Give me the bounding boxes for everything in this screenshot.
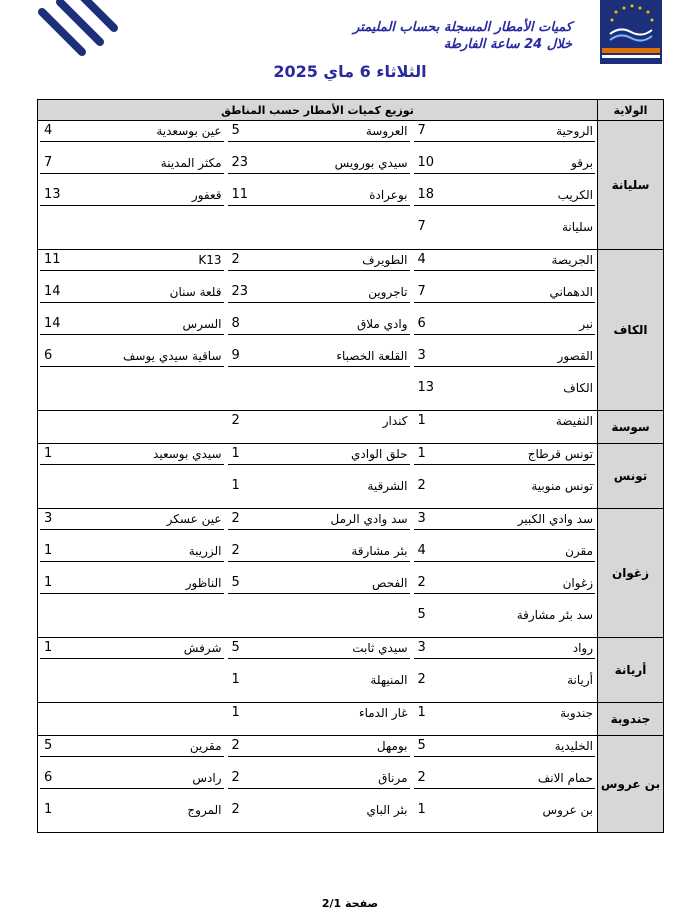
station-name: القلعة الخصباء	[336, 349, 408, 363]
row-divider	[40, 529, 224, 530]
row-divider	[414, 788, 596, 789]
station-cell	[226, 153, 412, 185]
row-divider	[228, 205, 410, 206]
rainfall-value: 4	[44, 123, 53, 138]
station-cell	[226, 573, 412, 605]
table-row	[38, 153, 664, 185]
station-name: كندار	[382, 414, 408, 428]
station-name: سيدي بوسعيد	[153, 447, 222, 461]
rainfall-value: 13	[417, 380, 435, 395]
rainfall-value: 1	[44, 575, 53, 590]
station-cell	[412, 541, 598, 573]
rainfall-value: 2	[231, 802, 240, 817]
report-title: كميات الأمطار المسجلة بحساب المليمتر	[353, 20, 572, 35]
station-cell	[38, 411, 226, 444]
station-cell	[226, 670, 412, 703]
station-name: الطويرف	[362, 253, 408, 267]
table-header-row	[38, 100, 664, 121]
station-cell	[38, 476, 226, 509]
rainfall-value: 5	[231, 575, 240, 590]
table-row	[38, 476, 664, 509]
station-cell	[226, 703, 412, 736]
station-name: بوعرادة	[369, 188, 408, 202]
row-divider	[40, 334, 224, 335]
station-cell	[226, 444, 412, 477]
station-name: سيدي ثابت	[352, 641, 408, 655]
station-name: بومهل	[376, 739, 408, 753]
rainfall-value: 1	[44, 543, 53, 558]
rainfall-value: 1	[231, 478, 240, 493]
station-name: تونس منوبية	[531, 479, 594, 493]
station-name: حلق الوادي	[351, 447, 408, 461]
station-cell	[412, 670, 598, 703]
table-row	[38, 800, 664, 833]
rainfall-value: 2	[417, 478, 426, 493]
station-name: بئر مشارقة	[351, 544, 408, 558]
station-cell	[38, 185, 226, 217]
table-row	[38, 541, 664, 573]
station-name: ساقية سيدي يوسف	[123, 349, 222, 363]
station-name: سد وادي الكبير	[517, 512, 594, 526]
station-cell	[412, 638, 598, 671]
station-cell	[38, 605, 226, 638]
row-divider	[414, 141, 596, 142]
rainfall-value: 1	[231, 705, 240, 720]
row-divider	[40, 464, 224, 465]
rainfall-value: 1	[44, 802, 53, 817]
station-cell	[412, 282, 598, 314]
row-divider	[414, 302, 596, 303]
station-cell	[226, 736, 412, 769]
station-cell	[226, 282, 412, 314]
rainfall-value: 7	[417, 284, 426, 299]
rainfall-value: 3	[417, 511, 426, 526]
station-cell	[226, 541, 412, 573]
row-divider	[228, 334, 410, 335]
station-cell	[38, 638, 226, 671]
rainfall-value: 18	[417, 187, 435, 202]
row-divider	[40, 173, 224, 174]
station-cell	[38, 378, 226, 411]
row-divider	[228, 173, 410, 174]
station-name: تاجروين	[368, 285, 408, 299]
rainfall-value: 6	[44, 348, 53, 363]
station-name: مكثر المدينة	[160, 156, 222, 170]
row-divider	[40, 302, 224, 303]
station-name: الفحص	[372, 576, 408, 590]
rainfall-value: 2	[417, 672, 426, 687]
row-divider	[414, 756, 596, 757]
station-cell	[226, 509, 412, 542]
row-divider	[414, 658, 596, 659]
row-divider	[228, 464, 410, 465]
station-name: الخليدية	[554, 739, 594, 753]
station-cell	[38, 541, 226, 573]
governorate-cell: سليانة	[598, 121, 664, 250]
station-name: حمام الانف	[537, 771, 594, 785]
station-name: العروسة	[365, 124, 408, 138]
row-divider	[414, 334, 596, 335]
table-row	[38, 282, 664, 314]
station-cell	[412, 314, 598, 346]
rainfall-value: 4	[417, 252, 426, 267]
table-row	[38, 605, 664, 638]
rainfall-value: 5	[417, 738, 426, 753]
rainfall-value: 7	[44, 155, 53, 170]
rainfall-value: 2	[417, 770, 426, 785]
station-name: سيدي بورويس	[334, 156, 408, 170]
rainfall-value: 5	[231, 640, 240, 655]
station-name: جندوبة	[560, 706, 594, 720]
station-cell	[412, 378, 598, 411]
rainfall-value: 2	[231, 738, 240, 753]
rainfall-value: 14	[44, 284, 61, 299]
rainfall-value: 11	[44, 252, 61, 267]
station-cell	[412, 509, 598, 542]
station-name: الجريصة	[551, 253, 594, 267]
row-divider	[414, 593, 596, 594]
station-cell	[412, 250, 598, 283]
station-cell	[38, 121, 226, 154]
row-divider	[40, 593, 224, 594]
rainfall-value: 11	[231, 187, 249, 202]
table-row	[38, 638, 664, 671]
rainfall-value: 4	[417, 543, 426, 558]
station-name: أريانة	[567, 673, 594, 687]
col-governorate-header: الولاية	[598, 100, 664, 121]
row-divider	[414, 270, 596, 271]
rainfall-value: 5	[231, 123, 240, 138]
station-name: الكاف	[563, 381, 594, 395]
station-name: رواد	[572, 641, 594, 655]
row-divider	[228, 366, 410, 367]
row-divider	[228, 141, 410, 142]
table-row	[38, 217, 664, 250]
station-name: نبر	[579, 317, 594, 331]
station-cell	[38, 153, 226, 185]
row-divider	[228, 529, 410, 530]
rainfall-table	[37, 99, 664, 833]
station-name: مرناق	[378, 771, 408, 785]
station-name: الكريب	[557, 188, 594, 202]
station-name: بن عروس	[542, 803, 594, 817]
station-cell	[226, 638, 412, 671]
row-divider	[414, 561, 596, 562]
station-cell	[412, 768, 598, 800]
rainfall-value: 8	[231, 316, 240, 331]
rainfall-value: 1	[417, 802, 426, 817]
rainfall-value: 6	[417, 316, 426, 331]
table-row	[38, 736, 664, 769]
table-row	[38, 411, 664, 444]
rainfall-value: 9	[231, 348, 240, 363]
station-name: سد بئر مشارقة	[516, 608, 594, 622]
rainfall-value: 2	[231, 770, 240, 785]
station-cell	[412, 800, 598, 833]
station-cell	[38, 282, 226, 314]
station-cell	[412, 573, 598, 605]
governorate-cell: سوسة	[598, 411, 664, 444]
station-cell	[226, 605, 412, 638]
station-name: مقرن	[565, 544, 594, 558]
station-cell	[38, 703, 226, 736]
rainfall-value: 14	[44, 316, 61, 331]
station-cell	[38, 217, 226, 250]
rainfall-value: 2	[231, 511, 240, 526]
governorate-cell: أريانة	[598, 638, 664, 703]
station-name: القصور	[557, 349, 594, 363]
station-name: عين عسكر	[166, 512, 222, 526]
rainfall-value: 6	[44, 770, 53, 785]
row-divider	[414, 173, 596, 174]
table-row	[38, 185, 664, 217]
station-cell	[38, 444, 226, 477]
station-name: K13	[198, 253, 222, 267]
rainfall-value: 1	[417, 446, 426, 461]
table-row	[38, 509, 664, 542]
row-divider	[228, 658, 410, 659]
station-name: الزريبة	[188, 544, 222, 558]
station-cell	[38, 670, 226, 703]
row-divider	[40, 270, 224, 271]
table-row	[38, 768, 664, 800]
station-name: مقرين	[189, 739, 222, 753]
station-cell	[226, 121, 412, 154]
row-divider	[228, 593, 410, 594]
rainfall-value: 1	[231, 446, 240, 461]
station-name: الشرقية	[367, 479, 408, 493]
table-row	[38, 378, 664, 411]
row-divider	[40, 788, 224, 789]
row-divider	[40, 756, 224, 757]
rainfall-value: 5	[44, 738, 53, 753]
station-cell	[412, 185, 598, 217]
station-cell	[38, 346, 226, 378]
station-name: الناظور	[185, 576, 222, 590]
station-cell	[226, 800, 412, 833]
station-cell	[226, 346, 412, 378]
table-row	[38, 573, 664, 605]
row-divider	[40, 141, 224, 142]
rainfall-value: 7	[417, 219, 426, 234]
rainfall-value: 1	[417, 705, 426, 720]
station-name: الدهماني	[549, 285, 594, 299]
table-row	[38, 670, 664, 703]
governorate-cell: تونس	[598, 444, 664, 509]
station-name: المنيهلة	[370, 673, 408, 687]
governorate-cell: الكاف	[598, 250, 664, 411]
station-cell	[412, 605, 598, 638]
rainfall-value: 1	[44, 640, 53, 655]
table-row	[38, 314, 664, 346]
row-divider	[40, 658, 224, 659]
station-cell	[412, 703, 598, 736]
station-name: بئر الباي	[366, 803, 408, 817]
table-row	[38, 121, 664, 154]
governorate-cell: زغوان	[598, 509, 664, 638]
row-divider	[414, 366, 596, 367]
rainfall-value: 1	[231, 672, 240, 687]
row-divider	[228, 788, 410, 789]
rainfall-value: 2	[231, 543, 240, 558]
row-divider	[414, 205, 596, 206]
table-row	[38, 444, 664, 477]
station-name: قعفور	[191, 188, 222, 202]
rainfall-value: 2	[417, 575, 426, 590]
station-cell	[226, 476, 412, 509]
station-cell	[226, 411, 412, 444]
station-cell	[226, 250, 412, 283]
rainfall-value: 2	[231, 252, 240, 267]
station-cell	[38, 736, 226, 769]
station-name: سليانة	[561, 220, 594, 234]
rainfall-value: 1	[44, 446, 53, 461]
station-cell	[226, 314, 412, 346]
station-name: رادس	[192, 771, 222, 785]
col-regions-header: توزيع كميات الأمطار حسب المناطق	[38, 100, 598, 121]
brand-stripes-logo	[38, 0, 118, 58]
station-cell	[38, 800, 226, 833]
station-name: النفيضة	[555, 414, 594, 428]
station-cell	[412, 217, 598, 250]
table-row	[38, 250, 664, 283]
station-name: سد وادي الرمل	[330, 512, 408, 526]
station-cell	[38, 768, 226, 800]
rainfall-value: 23	[231, 155, 249, 170]
rainfall-value: 23	[231, 284, 249, 299]
row-divider	[228, 756, 410, 757]
rainfall-value: 2	[231, 413, 240, 428]
table-row	[38, 346, 664, 378]
station-name: السرس	[182, 317, 222, 331]
station-name: عين بوسعدية	[156, 124, 222, 138]
station-name: الروحية	[556, 124, 594, 138]
row-divider	[40, 205, 224, 206]
station-cell	[38, 573, 226, 605]
report-date: الثلاثاء 6 ماي 2025	[273, 62, 427, 81]
station-cell	[412, 153, 598, 185]
rainfall-value: 3	[417, 640, 426, 655]
rainfall-value: 10	[417, 155, 435, 170]
rainfall-value: 5	[417, 607, 426, 622]
station-cell	[38, 314, 226, 346]
table-row	[38, 703, 664, 736]
rainfall-value: 3	[417, 348, 426, 363]
governorate-cell: جندوبة	[598, 703, 664, 736]
station-cell	[412, 346, 598, 378]
row-divider	[414, 464, 596, 465]
rainfall-value: 3	[44, 511, 53, 526]
station-cell	[38, 250, 226, 283]
row-divider	[40, 561, 224, 562]
station-name: زغوان	[562, 576, 594, 590]
institute-logo	[600, 0, 662, 64]
station-name: قلعة سنان	[169, 285, 222, 299]
rainfall-value: 13	[44, 187, 61, 202]
page-number: صفحة 2/1	[321, 897, 379, 910]
station-name: تونس قرطاج	[527, 447, 594, 461]
station-cell	[412, 736, 598, 769]
station-cell	[412, 476, 598, 509]
station-cell	[226, 768, 412, 800]
governorate-cell: بن عروس	[598, 736, 664, 833]
station-cell	[412, 444, 598, 477]
station-cell	[38, 509, 226, 542]
station-name: المروج	[187, 803, 222, 817]
rainfall-value: 7	[417, 123, 426, 138]
station-cell	[226, 378, 412, 411]
row-divider	[228, 302, 410, 303]
rainfall-value: 1	[417, 413, 426, 428]
station-cell	[412, 121, 598, 154]
station-name: برقو	[571, 156, 594, 170]
station-cell	[226, 185, 412, 217]
station-cell	[226, 217, 412, 250]
station-cell	[412, 411, 598, 444]
report-subtitle: خلال 24 ساعة الفارطة	[443, 37, 572, 52]
station-name: غار الدماء	[358, 706, 408, 720]
station-name: وادي ملاق	[356, 317, 408, 331]
row-divider	[40, 366, 224, 367]
row-divider	[228, 270, 410, 271]
row-divider	[414, 529, 596, 530]
row-divider	[228, 561, 410, 562]
station-name: شرفش	[183, 641, 222, 655]
